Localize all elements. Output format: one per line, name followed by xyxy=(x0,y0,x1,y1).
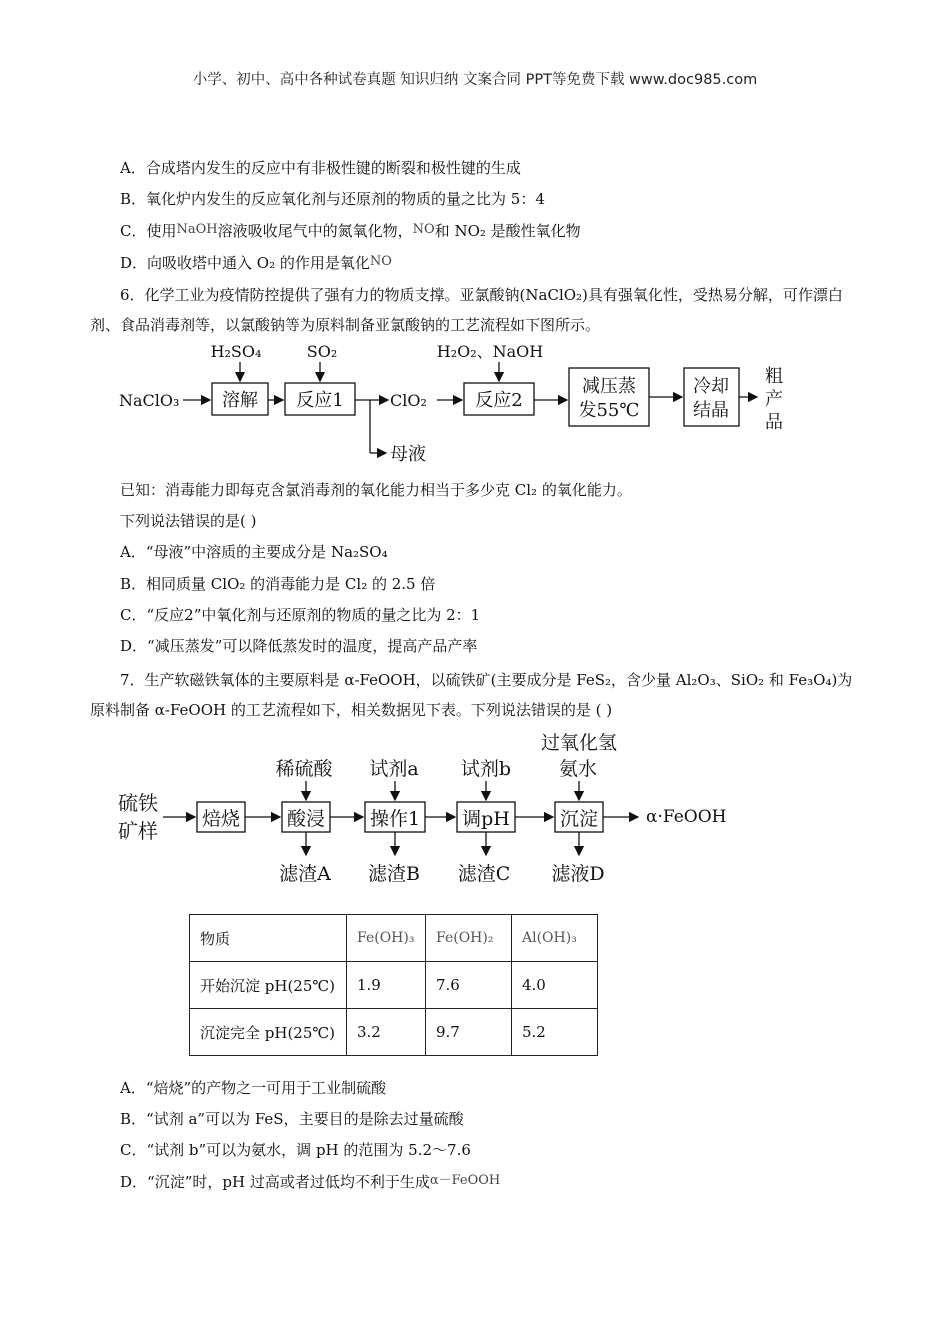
table-cell: 9.7 xyxy=(426,1009,512,1056)
table-cell: 3.2 xyxy=(347,1009,426,1056)
q7-data-table xyxy=(189,914,598,1056)
q7-flow-start-2: 矿样 xyxy=(118,819,158,843)
q5-option-c-no: NO xyxy=(412,222,435,237)
q5-option-c-naoh: NaOH xyxy=(176,222,218,237)
q5-option-d-pre: D．向吸收塔中通入 O₂ 的作用是氧化 xyxy=(120,254,370,272)
q7-option-d-tail: α－FeOOH xyxy=(429,1173,501,1188)
table-cell: 沉淀完全 pH(25℃) xyxy=(190,1009,347,1056)
q7-stem: 7．生产软磁铁氧体的主要原料是 α-FeOOH，以硫铁矿(主要成分是 FeS₂，含少量 Al₂O₃、SiO₂ 和 Fe₃O₄)为原料制备 α-FeOOH 的工艺流程如下，相关数据见下表。下列说法错误的是 ( ) xyxy=(90,671,853,719)
q7-product: α·FeOOH xyxy=(646,807,727,827)
q6-box-evaporate-line1: 减压蒸 xyxy=(582,376,636,397)
q7-reagent-h2o2: 过氧化氢 xyxy=(540,732,618,754)
q7-option-d-pre: D．“沉淀”时，pH 过高或者过低均不利于生成 xyxy=(120,1173,430,1191)
q6-reagent-h2so4: H₂SO₄ xyxy=(210,342,262,361)
q6-option-c[interactable]: C．“反应2”中氧化剂与还原剂的物质的量之比为 2：1 xyxy=(120,606,481,624)
table-header-feoh2: Fe(OH)₂ xyxy=(426,915,512,962)
q7-reagent-acid: 稀硫酸 xyxy=(275,758,333,780)
q6-reagent-so2: SO₂ xyxy=(306,342,338,361)
q7-option-c[interactable]: C．“试剂 b”可以为氨水，调 pH 的范围为 5.2～7.6 xyxy=(120,1141,471,1159)
q5-option-c-mid: 溶液吸收尾气中的氮氧化物， xyxy=(217,222,413,240)
table-header-feoh3: Fe(OH)₃ xyxy=(347,915,426,962)
q7-option-b[interactable]: B．“试剂 a”可以为 FeS，主要目的是除去过量硫酸 xyxy=(120,1110,464,1128)
page-header: 小学、初中、高中各种试卷真题 知识归纳 文案合同 PPT等免费下载 www.doc985.com xyxy=(192,72,758,88)
q6-option-b[interactable]: B．相同质量 ClO₂ 的消毒能力是 Cl₂ 的 2.5 倍 xyxy=(120,575,436,593)
q6-product-1: 粗 xyxy=(765,366,783,387)
q7-box-operation1-label: 操作1 xyxy=(369,808,421,830)
q7-reagent-ammonia: 氨水 xyxy=(558,758,598,780)
q7-box-precipitate-label: 沉淀 xyxy=(559,808,599,830)
q6-box-dissolve-label: 溶解 xyxy=(222,390,258,411)
q6-flow-start: NaClO₃ xyxy=(119,391,180,410)
q5-option-a[interactable]: A．合成塔内发生的反应中有非极性键的断裂和极性键的生成 xyxy=(120,159,521,177)
table-cell: 7.6 xyxy=(426,962,512,1009)
table-cell: 5.2 xyxy=(512,1009,598,1056)
table-header-aloh3: Al(OH)₃ xyxy=(512,915,598,962)
q7-reagent-a: 试剂a xyxy=(369,758,419,780)
table-cell: 开始沉淀 pH(25℃) xyxy=(190,962,347,1009)
q7-box-roast-label: 焙烧 xyxy=(201,808,241,830)
q6-ask: 下列说法错误的是( ) xyxy=(120,512,257,530)
q6-reagent-h2o2-naoh: H₂O₂、NaOH xyxy=(436,342,544,361)
q6-stem: 6．化学工业为疫情防控提供了强有力的物质支撑。亚氯酸钠(NaClO₂)具有强氧化性，受热易分解，可作漂白剂、食品消毒剂等，以氯酸钠等为原料制备亚氯酸钠的工艺流程如下图所示。 xyxy=(90,286,843,334)
q6-mother-liquor: 母液 xyxy=(390,444,426,465)
table-row xyxy=(190,915,598,962)
q6-known: 已知：消毒能力即每克含氯消毒剂的氧化能力相当于多少克 Cl₂ 的氧化能力。 xyxy=(120,481,632,499)
table-cell: 1.9 xyxy=(347,962,426,1009)
q7-waste-a: 滤渣A xyxy=(279,863,331,885)
q6-box-reaction1-label: 反应1 xyxy=(296,390,344,411)
q6-box-crystallize-line2: 结晶 xyxy=(693,400,729,421)
q7-option-a[interactable]: A．“焙烧”的产物之一可用于工业制硫酸 xyxy=(120,1079,387,1097)
q7-box-acidleach-label: 酸浸 xyxy=(286,808,326,830)
q6-product-2: 产 xyxy=(765,389,783,410)
q5-option-b[interactable]: B．氧化炉内发生的反应氧化剂与还原剂的物质的量之比为 5：4 xyxy=(120,190,545,208)
q6-box-crystallize-line1: 冷却 xyxy=(693,376,729,397)
q6-box-reaction2-label: 反应2 xyxy=(475,390,523,411)
q7-flow-start-1: 硫铁 xyxy=(118,791,158,815)
q7-box-adjust-ph-label: 调pH xyxy=(462,808,510,830)
q6-box-evaporate-line2: 发55℃ xyxy=(578,400,640,421)
q6-option-d[interactable]: D．“减压蒸发”可以降低蒸发时的温度，提高产品产率 xyxy=(120,637,478,655)
q7-waste-b: 滤渣B xyxy=(368,863,420,885)
q7-filtrate-d: 滤液D xyxy=(551,863,605,885)
q6-clo2: ClO₂ xyxy=(390,391,427,410)
q7-reagent-b: 试剂b xyxy=(460,758,512,780)
q7-waste-c: 滤渣C xyxy=(457,863,511,885)
table-header-substance: 物质 xyxy=(190,915,347,962)
table-row xyxy=(190,962,598,1009)
q7-option-d[interactable] xyxy=(120,1171,500,1192)
q6-option-a[interactable]: A．“母液”中溶质的主要成分是 Na₂SO₄ xyxy=(120,543,388,561)
q5-option-c-pre: C．使用 xyxy=(120,222,177,240)
table-row xyxy=(190,1009,598,1056)
q5-option-d-no: NO xyxy=(369,254,392,269)
q5-option-c-post: 和 NO₂ 是酸性氧化物 xyxy=(434,222,581,240)
table-cell: 4.0 xyxy=(512,962,598,1009)
q6-product-3: 品 xyxy=(765,412,783,433)
